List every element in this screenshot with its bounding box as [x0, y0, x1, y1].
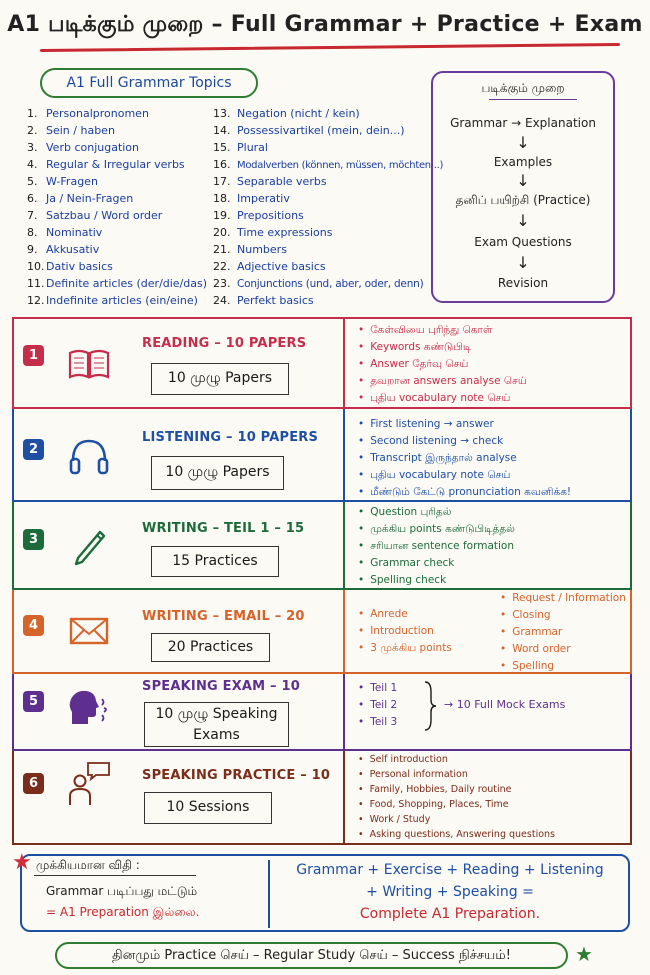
formula-line: + Writing + Speaking = — [366, 884, 534, 900]
bullet-item: • Answer தேர்வு செய் — [358, 356, 527, 373]
bullet-item: • Second listening → check — [358, 433, 571, 450]
footer-motto: தினமும் Practice செய் – Regular Study செய் – Success நிச்சயம்! — [55, 942, 568, 969]
topic-item: 7. Satzbau / Word order — [27, 209, 163, 222]
section-number: 6 — [23, 773, 44, 794]
bullet-item: • Transcript இருந்தால் analyse — [358, 450, 571, 467]
section-target-box: 10 Sessions — [144, 792, 272, 824]
topic-item: 23. Conjunctions (und, aber, oder, denn) — [213, 277, 424, 290]
section-listening — [12, 407, 632, 502]
section-bullets-right — [500, 590, 626, 675]
section-title: WRITING – EMAIL – 20 — [142, 609, 305, 624]
bullet-item: • சரியான sentence formation — [358, 538, 515, 555]
down-arrow-icon: ↓ — [516, 211, 530, 230]
section-bullets — [358, 504, 515, 589]
topic-item: 4. Regular & Irregular verbs — [27, 158, 185, 171]
bullet-item: • Keywords கண்டுபிடி — [358, 339, 527, 356]
section-bullets — [358, 752, 555, 842]
topics-heading: A1 Full Grammar Topics — [40, 68, 258, 98]
bullet-item: • Family, Hobbies, Daily routine — [358, 782, 555, 797]
bullet-item: • Grammar — [500, 624, 626, 641]
topic-item: 5. W-Fragen — [27, 175, 98, 188]
section-writing-email — [12, 588, 632, 674]
bullet-item: • Teil 2 — [358, 697, 397, 714]
section-target-box: 20 Practices — [151, 633, 270, 662]
book-icon — [66, 341, 112, 387]
flow-step: Examples — [493, 155, 553, 169]
topic-item: 14. Possessivartikel (mein, dein...) — [213, 124, 405, 137]
topic-item: 12. Indefinite articles (ein/eine) — [27, 294, 198, 307]
mock-exams-label: → 10 Full Mock Exams — [444, 698, 566, 711]
down-arrow-icon: ↓ — [516, 133, 530, 152]
topic-item: 15. Plural — [213, 141, 268, 154]
bullet-item: • Grammar check — [358, 555, 515, 572]
flow-step: Revision — [497, 276, 549, 290]
section-bullets — [358, 416, 571, 501]
bullet-item: • Word order — [500, 641, 626, 658]
section-number: 4 — [23, 615, 44, 636]
section-target-box: 15 Practices — [151, 546, 279, 577]
bullet-item: • புதிய vocabulary note செய் — [358, 467, 571, 484]
topic-item: 6. Ja / Nein-Fragen — [27, 192, 134, 205]
person-speech-icon — [66, 761, 112, 807]
topic-item: 19. Prepositions — [213, 209, 304, 222]
method-title-underline — [489, 99, 577, 100]
topic-item: 3. Verb conjugation — [27, 141, 140, 154]
section-number: 1 — [23, 345, 44, 366]
practice-sections — [12, 317, 632, 845]
bullet-item: • Asking questions, Answering questions — [358, 827, 555, 842]
brace-icon — [423, 680, 437, 732]
bullet-item: • Question புரிதல் — [358, 504, 515, 521]
pencil-icon — [66, 522, 112, 568]
section-target-box: 10 முழு Papers — [151, 456, 284, 490]
page-title: A1 படிக்கும் முறை – Full Grammar + Practice + Exam — [7, 12, 643, 37]
section-target-box — [144, 702, 289, 747]
section-target-box: 10 முழு Papers — [151, 363, 289, 395]
section-title: LISTENING – 10 PAPERS — [142, 430, 319, 445]
topic-item: 2. Sein / haben — [27, 124, 115, 137]
headphones-icon — [66, 433, 112, 479]
topic-item: 10. Dativ basics — [27, 260, 113, 273]
bullet-item: • தவறான answers analyse செய் — [358, 373, 527, 390]
topic-item: 16. Modalverben (können, müssen, möchten...) — [213, 158, 444, 171]
target-line: Exams — [193, 727, 240, 743]
section-number: 3 — [23, 529, 44, 550]
section-reading — [12, 317, 632, 409]
topic-item: 24. Perfekt basics — [213, 294, 314, 307]
title-underline — [40, 43, 620, 52]
bullet-item: • Request / Information — [500, 590, 626, 607]
flow-step: Grammar → Explanation — [450, 116, 596, 130]
bullet-item: • First listening → answer — [358, 416, 571, 433]
down-arrow-icon: ↓ — [516, 253, 530, 272]
bullet-item: • Closing — [500, 607, 626, 624]
bullet-item: • Work / Study — [358, 812, 555, 827]
formula-line: Grammar + Exercise + Reading + Listening — [296, 862, 604, 878]
topic-item: 18. Imperativ — [213, 192, 290, 205]
topic-item: 20. Time expressions — [213, 226, 333, 239]
important-text: Grammar படிப்பது மட்டும் — [46, 884, 198, 898]
bullet-item: • Personal information — [358, 767, 555, 782]
section-title: SPEAKING PRACTICE – 10 — [142, 768, 331, 783]
important-label: முக்கியமான விதி : — [36, 858, 140, 872]
section-number: 5 — [23, 691, 44, 712]
topic-item: 1. Personalpronomen — [27, 107, 149, 120]
label-underline — [34, 875, 196, 876]
section-number: 2 — [23, 439, 44, 460]
bullet-item: • Anrede — [358, 606, 452, 623]
bullet-item: • கேள்வியை புரிந்து கொள் — [358, 322, 527, 339]
bullet-item: • Spelling check — [358, 572, 515, 589]
flow-step: Exam Questions — [474, 235, 572, 249]
topics-list-right — [213, 105, 443, 309]
bullet-item: • முக்கிய points கண்டுபிடித்தல் — [358, 521, 515, 538]
bullet-item: • Food, Shopping, Places, Time — [358, 797, 555, 812]
topic-item: 9. Akkusativ — [27, 243, 100, 256]
section-speaking-practice — [12, 749, 632, 845]
topic-item: 13. Negation (nicht / kein) — [213, 107, 360, 120]
star-icon: ★ — [12, 850, 32, 875]
section-title: WRITING – TEIL 1 – 15 — [142, 521, 305, 536]
speaking-head-icon — [66, 686, 112, 732]
section-title: READING – 10 PAPERS — [142, 336, 307, 351]
target-line: 10 முழு Speaking — [155, 706, 278, 722]
bullet-item: • புதிய vocabulary note செய் — [358, 390, 527, 407]
study-method-box — [431, 71, 615, 303]
topics-list-left — [27, 105, 207, 309]
envelope-icon — [66, 608, 112, 654]
formula-result: Complete A1 Preparation. — [359, 906, 541, 922]
topic-item: 21. Numbers — [213, 243, 287, 256]
section-bullets — [358, 680, 397, 731]
section-bullets — [358, 322, 527, 407]
bullet-item: • Introduction — [358, 623, 452, 640]
bullet-item: • மீண்டும் கேட்டு pronunciation கவனிக்க! — [358, 484, 571, 501]
section-speaking-exam — [12, 672, 632, 751]
star-icon: ★ — [575, 942, 593, 966]
topic-item: 17. Separable verbs — [213, 175, 327, 188]
bullet-item: • Self introduction — [358, 752, 555, 767]
bullet-item: • Teil 3 — [358, 714, 397, 731]
section-writing-teil — [12, 500, 632, 590]
down-arrow-icon: ↓ — [516, 171, 530, 190]
bullet-item: • Spelling — [500, 658, 626, 675]
section-bullets-left — [358, 606, 452, 657]
important-text: = A1 Preparation இல்லை. — [46, 905, 200, 919]
topic-item: 22. Adjective basics — [213, 260, 326, 273]
topic-item: 11. Definite articles (der/die/das) — [27, 277, 208, 290]
flow-step: தனிப் பயிற்சி (Practice) — [455, 193, 591, 207]
section-title: SPEAKING EXAM – 10 — [142, 679, 300, 694]
bullet-item: • Teil 1 — [358, 680, 397, 697]
topic-item: 8. Nominativ — [27, 226, 103, 239]
bullet-item: • 3 முக்கிய points — [358, 640, 452, 657]
method-title: படிக்கும் முறை — [481, 81, 565, 95]
